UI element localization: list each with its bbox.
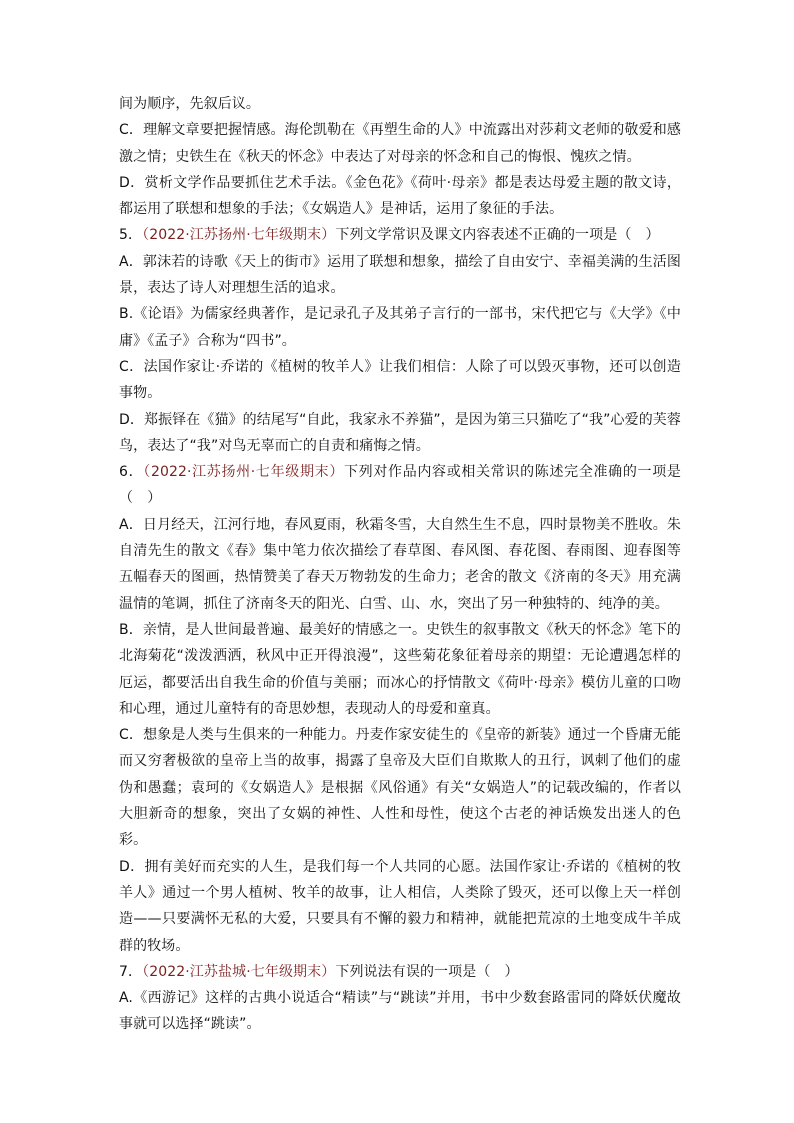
option-a-q5: A．郭沫若的诗歌《天上的街市》运用了联想和想象，描绘了自由安宁、幸福美满的生活图景，表达了诗人对理想生活的追求。 — [119, 253, 681, 297]
option-c-q6: C．想象是人类与生俱来的一种能力。丹麦作家安徒生的《皇帝的新装》通过一个昏庸无能而又穷奢极欲的皇帝上当的故事，揭露了皇帝及大臣们自欺欺人的丑行，讽刺了他们的虚伪和愚蠢；袁珂的《女娲造人》是根据《风俗通》有关“女娲造人”的记载改编的，作者以大胆新奇的想象，突出了女娲的神性、人性和母性，使这个古老的神话焕发出迷人的色彩。 — [119, 727, 681, 849]
question-number: 6． — [119, 464, 144, 481]
document-body — [119, 91, 681, 1038]
option-d-q5: D．郑振铎在《猫》的结尾写“自此，我家永不养猫”，是因为第三只猫吃了“我”心爱的芙蓉鸟，表达了“我”对鸟无辜而亡的自责和痛悔之情。 — [119, 411, 681, 454]
option-d-q6: D．拥有美好而充实的人生，是我们每一个人共同的心愿。法国作家让·乔诺的《植树的牧羊人》通过一个男人植树、牧羊的故事，让人相信，人类除了毁灭，还可以像上天一样创造——只要满怀无私的大爱，只要具有不懈的毅力和精神，就能把荒凉的土地变成牛羊成群的牧场。 — [119, 858, 681, 954]
question-source: （2022·江苏盐城·七年级期末） — [142, 963, 336, 980]
question-source: （2022·江苏扬州·七年级期末） — [143, 464, 344, 481]
question-stem: 下列说法有误的一项是（ ） — [335, 963, 519, 980]
question-6 — [119, 459, 681, 512]
question-source: （2022·江苏扬州·七年级期末） — [142, 227, 336, 244]
option-b-q5: B.《论语》为儒家经典著作，是记录孔子及其弟子言行的一部书，宋代把它与《大学》《中庸》《孟子》合称为“四书”。 — [119, 306, 681, 349]
option-c-q4: C．理解文章要把握情感。海伦凯勒在《再塑生命的人》中流露出对莎莉文老师的敬爱和感激之情；史铁生在《秋天的怀念》中表达了对母亲的怀念和自己的悔恨、愧疚之情。 — [119, 122, 681, 165]
question-number: 7． — [119, 963, 143, 980]
option-a-q7: A.《西游记》这样的古典小说适合“精读”与“跳读”并用，书中少数套路雷同的降妖伏魔故事就可以选择“跳读”。 — [119, 990, 681, 1033]
question-stem: 下列文学常识及课文内容表述不正确的一项是（ ） — [335, 227, 660, 244]
question-number: 5． — [119, 227, 143, 244]
paragraph-continuation: 间为顺序，先叙后议。 — [119, 96, 260, 112]
question-7 — [119, 959, 681, 985]
option-d-q4: D．赏析文学作品要抓住艺术手法。《金色花》《荷叶·母亲》都是表达母爱主题的散文诗，都运用了联想和想象的手法；《女娲造人》是神话，运用了象征的手法。 — [119, 174, 681, 218]
option-b-q6: B．亲情，是人世间最普遍、最美好的情感之一。史铁生的叙事散文《秋天的怀念》笔下的北海菊花“泼泼洒洒，秋风中正开得浪漫”，这些菊花象征着母亲的期望：无论遭遇怎样的厄运，都要活出自我生命的价值与美丽；而冰心的抒情散文《荷叶·母亲》模仿儿童的口吻和心理，通过儿童特有的奇思妙想，表现动人的母爱和童真。 — [119, 621, 681, 717]
option-c-q5: C．法国作家让·乔诺的《植树的牧羊人》让我们相信：人除了可以毁灭事物，还可以创造事物。 — [119, 358, 681, 402]
question-5 — [119, 222, 681, 248]
question-stem: 下列对作品内容或相关常识的陈述完全准确的一项是（ ） — [119, 464, 681, 507]
option-a-q6: A．日月经天，江河行地，春风夏雨，秋霜冬雪，大自然生生不息，四时景物美不胜收。朱自清先生的散文《春》集中笔力依次描绘了春草图、春风图、春花图、春雨图、迎春图等五幅春天的图画，热情赞美了春天万物勃发的生命力；老舍的散文《济南的冬天》用充满温情的笔调，抓住了济南冬天的阳光、白雪、山、水，突出了另一种独特的、纯净的美。 — [119, 516, 681, 612]
